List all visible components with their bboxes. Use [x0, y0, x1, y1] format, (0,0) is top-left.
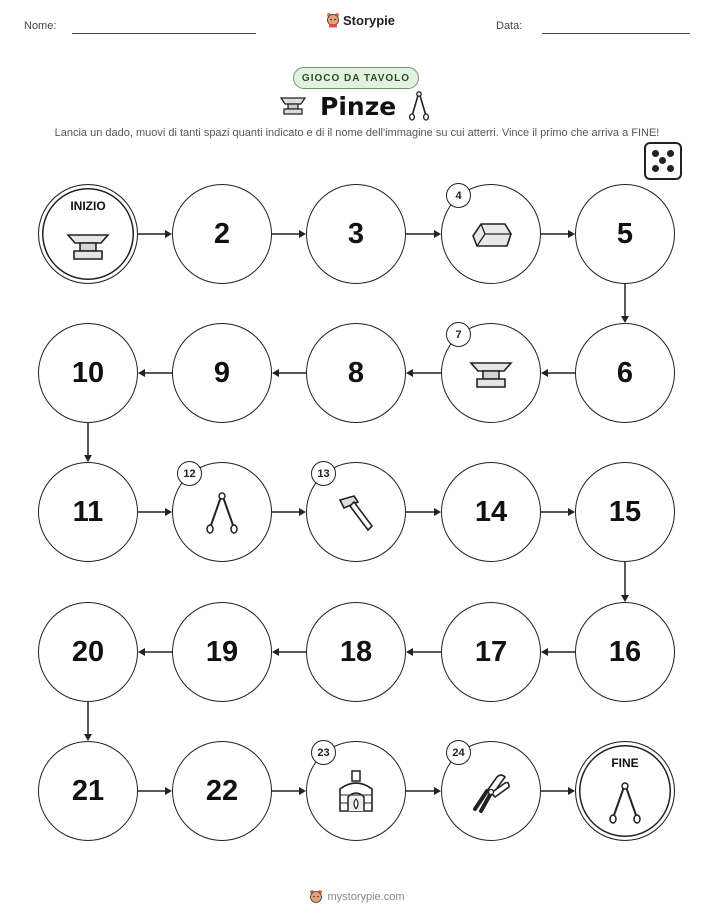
- space-number-badge: 23: [311, 740, 336, 765]
- path-arrow-head: [272, 369, 279, 377]
- path-arrow-head: [568, 787, 575, 795]
- path-arrow-head: [138, 369, 145, 377]
- space-number: 22: [205, 774, 239, 807]
- board-space-19: [172, 602, 272, 702]
- path-arrow-head: [568, 230, 575, 238]
- path-arrow-head: [406, 369, 413, 377]
- board-space-5: [575, 184, 675, 284]
- path-arrow-head: [299, 230, 306, 238]
- hammer-icon: [332, 488, 380, 536]
- space-number: 14: [474, 495, 508, 528]
- path-arrow-head: [299, 787, 306, 795]
- metal-ingot-icon: [467, 210, 515, 258]
- anvil-icon: [467, 349, 515, 397]
- space-number: 2: [213, 217, 231, 250]
- space-label: FINE: [611, 756, 639, 770]
- space-number: 15: [608, 495, 642, 528]
- board-space-4: [441, 184, 541, 284]
- board-space-13: [306, 462, 406, 562]
- board-space-25: [575, 741, 675, 841]
- forge-furnace-icon: [332, 767, 380, 815]
- path-arrow-head: [541, 369, 548, 377]
- space-label: INIZIO: [70, 199, 106, 213]
- board-space-16: [575, 602, 675, 702]
- path-arrow-head: [541, 648, 548, 656]
- tongs-icon: [198, 488, 246, 536]
- board-space-8: [306, 323, 406, 423]
- board-space-21: [38, 741, 138, 841]
- board-space-11: [38, 462, 138, 562]
- path-arrow-head: [138, 648, 145, 656]
- space-number: 3: [347, 217, 365, 250]
- board-space-1: [38, 184, 138, 284]
- brand-name: Storypie: [343, 12, 396, 28]
- space-number: 9: [213, 356, 231, 389]
- board-space-14: [441, 462, 541, 562]
- space-number: 11: [72, 495, 104, 528]
- path-arrow-head: [165, 230, 172, 238]
- board-space-20: [38, 602, 138, 702]
- tongs-icon: [601, 778, 649, 826]
- path-arrow-head: [568, 508, 575, 516]
- category-badge: GIOCO DA TAVOLO: [293, 67, 419, 89]
- name-label: Nome:: [24, 20, 57, 32]
- anvil-icon: [64, 221, 112, 269]
- path-arrow-head: [84, 734, 92, 741]
- board-space-24: [441, 741, 541, 841]
- space-number: 6: [616, 356, 634, 389]
- space-number-badge: 24: [446, 740, 471, 765]
- bear-mascot-icon: [309, 889, 323, 905]
- board-space-17: [441, 602, 541, 702]
- board-space-3: [306, 184, 406, 284]
- space-number-badge: 12: [177, 461, 202, 486]
- footer: [0, 889, 714, 905]
- path-arrow-head: [434, 787, 441, 795]
- path-arrow-head: [165, 787, 172, 795]
- space-number: 20: [71, 635, 105, 668]
- path-arrow-head: [165, 508, 172, 516]
- path-arrow-head: [434, 508, 441, 516]
- path-arrow-head: [299, 508, 306, 516]
- space-number: 10: [71, 356, 105, 389]
- space-number-badge: 4: [446, 183, 471, 208]
- path-arrow-head: [621, 595, 629, 602]
- board-space-23: [306, 741, 406, 841]
- board-space-15: [575, 462, 675, 562]
- board-space-6: [575, 323, 675, 423]
- space-number-badge: 13: [311, 461, 336, 486]
- board-space-2: [172, 184, 272, 284]
- path-arrow-head: [434, 230, 441, 238]
- space-number: 17: [474, 635, 508, 668]
- path-arrow-head: [84, 455, 92, 462]
- footer-url[interactable]: mystorypie.com: [327, 891, 405, 903]
- path-arrow-head: [406, 648, 413, 656]
- path-arrow-head: [621, 316, 629, 323]
- date-label: Data:: [496, 20, 523, 32]
- space-number: 18: [339, 635, 373, 668]
- board-space-22: [172, 741, 272, 841]
- space-number: 5: [616, 217, 634, 250]
- board-space-10: [38, 323, 138, 423]
- board-space-9: [172, 323, 272, 423]
- page-title: Pinze: [320, 92, 397, 121]
- space-number: 8: [347, 356, 365, 389]
- space-number: 19: [205, 635, 239, 668]
- board-space-12: [172, 462, 272, 562]
- space-number-badge: 7: [446, 322, 471, 347]
- path-arrow-head: [272, 648, 279, 656]
- space-number: 16: [608, 635, 642, 668]
- board-space-7: [441, 323, 541, 423]
- instructions: Lancia un dado, muovi di tanti spazi quanti indicato e di il nome dell'immagine su cui atterri. Vince il primo che arriva a FINE!: [54, 127, 660, 139]
- board-space-18: [306, 602, 406, 702]
- space-number: 21: [71, 774, 105, 807]
- pliers-icon: [467, 767, 515, 815]
